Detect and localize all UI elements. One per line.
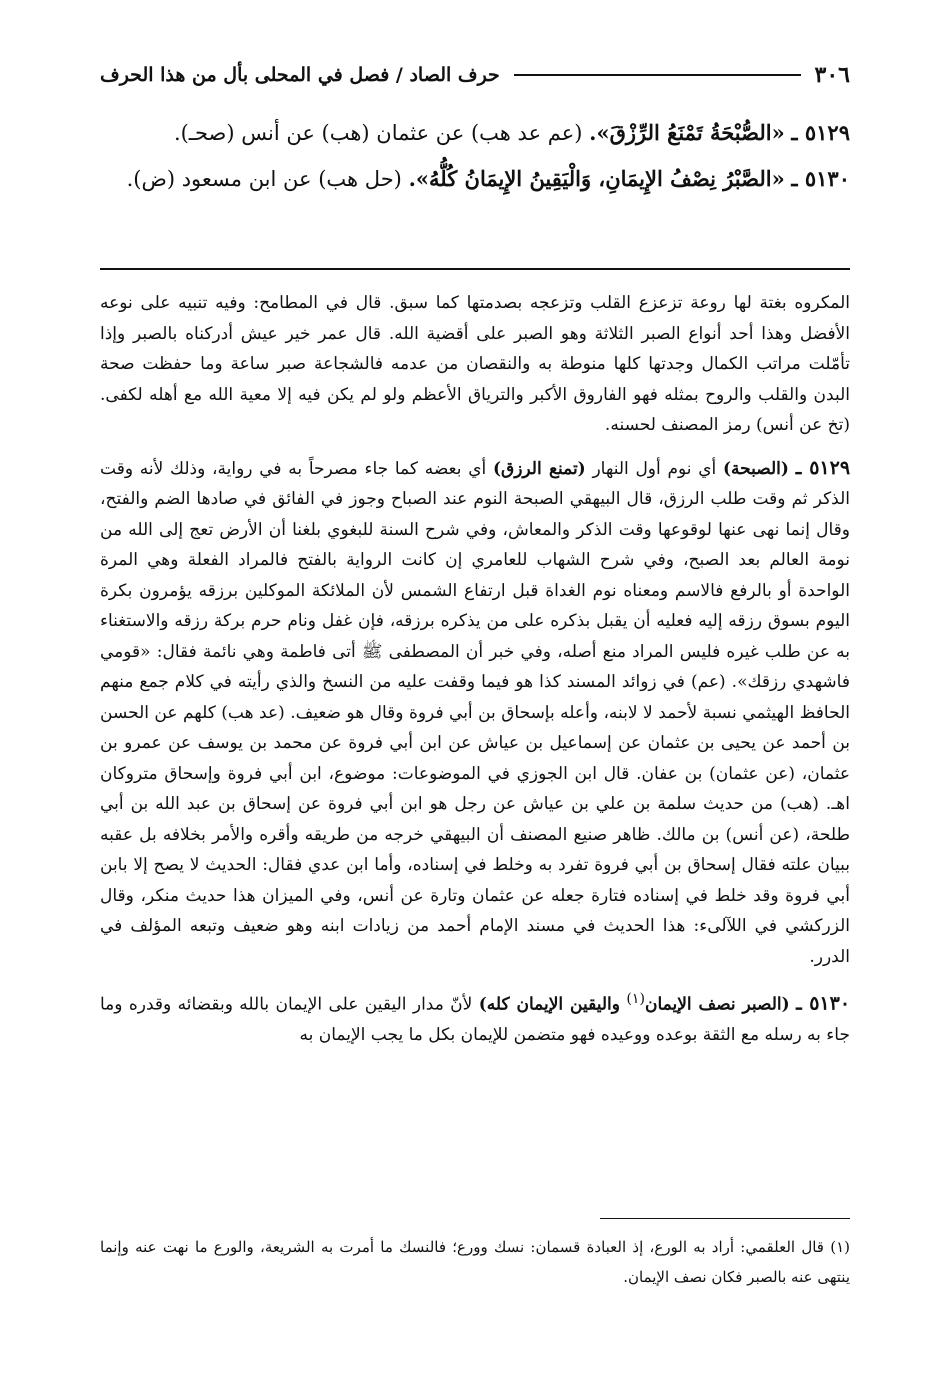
lemma: واليقين الإيمان كله) bbox=[478, 994, 620, 1015]
lemma: (الصبر نصف الإيمان bbox=[645, 994, 790, 1015]
hadith-text: «الصُّبْحَةُ تَمْنَعُ الرِّزْقَ». bbox=[589, 120, 785, 145]
hadith-sources: (حل هب) عن ابن مسعود (ض). bbox=[126, 167, 402, 191]
entry-number: ٥١٣٠ ـ bbox=[791, 166, 850, 191]
commentary-text: أي نوم أول النهار bbox=[592, 458, 717, 479]
footnote-marker[interactable]: (١) bbox=[626, 991, 645, 1007]
entry-number: ٥١٢٩ ـ bbox=[795, 456, 851, 479]
lemma: (تمنع الرزق) bbox=[492, 458, 586, 479]
page-number: ٣٠٦ bbox=[814, 62, 850, 88]
page-header bbox=[100, 55, 850, 95]
header-rule bbox=[514, 74, 801, 76]
hadith-text: «الصَّبْرُ نِصْفُ الإِيمَانِ، وَالْيَقِينُ الإِيمَانُ كُلُّهُ». bbox=[408, 166, 785, 191]
entry-number: ٥١٢٩ ـ bbox=[791, 120, 850, 145]
matn-entry-5129 bbox=[100, 110, 850, 156]
section-divider bbox=[100, 268, 850, 270]
matn-entry-5130 bbox=[100, 156, 850, 202]
commentary-continuation: المكروه بغتة لها روعة تزعزع القلب وتزعجه بصدمتها كما سبق. قال في المطامح: وفيه تنبيه على نوعه الأفضل وهذا أحد أنواع الصبر الثلاثة وهو الصبر على أقضية الله. قال عمر خير عيش أدركناه بالصبر وإذا تأمّلت مراتب الكمال وجدتها كلها منوطة به والنقصان من عدمه فالشجاعة صبر ساعة وما حفظت صحة البدن والقلب والروح بمثله فهو الفاروق الأكبر والترياق الأعظم ولو لم يكن فيه إلا معية الله مع أهله لكفى. (تخ عن أنس) رمز المصنف لحسنه. bbox=[100, 293, 850, 435]
hadith-sources: (عم عد هب) عن عثمان (هب) عن أنس (صحـ). bbox=[173, 121, 583, 145]
commentary-section bbox=[100, 288, 850, 1063]
footnote: (١) قال العلقمي: أراد به الورع، إذ العبادة قسمان: نسك وورع؛ فالنسك ما أمرت به الشريعة، والورع ما نهت عنه وإنما ينتهى عنه بالصبر فكان نصف الإيمان. bbox=[100, 1238, 850, 1286]
commentary-entry-5130 bbox=[100, 984, 850, 1051]
commentary-text: أي بعضه كما جاء مصرحاً به في رواية، وذلك لأنه وقت الذكر ثم وقت طلب الرزق، قال البيهقي الصبحة النوم عند الصباح وجوز في الفائق في صادها الضم والفتح، وقال إنما نهى عنها لوقوعها وقت الذكر والمعاش، وفي شرح السنة للبغوي بلغنا أن الأرض تعج إلى الله من نومة العالم بعد الصبح، وفي شرح الشهاب للعامري إن كانت الرواية بالفتح فالمراد الفعلة وهي المرة الواحدة أو بالرفع فالاسم ومعناه نوم الغداة قبل ارتفاع الشمس لأن الملائكة الموكلين برزقه يؤمرون بكرة اليوم بسوق رزقه إليه فعليه أن يقبل بذكره على من يذكره برزقه، فإن غفل ونام حرم بركة رزقه والاستغناء به عن طلب غيره فليس المراد منع أصله، وفي خبر أن المصطفى ﷺ أتى فاطمة وهي نائمة فقال: «قومي فاشهدي رزقك». (عم) في زوائد المسند كذا هو فيما وقفت عليه من النسخ والذي رأيته في كلام جمع منهم الحافظ الهيثمي نسبة لأحمد لا لابنه، وأعله بإسحاق بن أبي فروة وقال هو ضعيف. (عد هب) كلهم عن الحسن بن أحمد عن يحيى بن عثمان عن إسماعيل بن عياش عن ابن أبي فروة عن محمد بن يوسف عن عمرو بن عثمان، (عن عثمان) بن عفان. قال ابن الجوزي في الموضوعات: موضوع، ابن أبي فروة وإسحاق متروكان اهـ. (هب) من حديث سلمة بن علي بن عياش عن رجل هو ابن أبي فروة عن إسحاق بن عبد الله بن أبي طلحة، (عن أنس) بن مالك. ظاهر صنيع المصنف أن البيهقي خرجه من طريقه وأقره والأمر بخلافه بل عقبه ببيان علته فقال إسحاق بن أبي فروة تفرد به وخلط في إسناده، وأما ابن عدي فقال: الحديث لا يصح إلا بابن أبي فروة وقد خلط في إسناده فتارة جعله عن عثمان وتارة عن أنس، وفي الميزان هذا حديث منكر، وقال الزركشي في اللآلىء: هذا الحديث في مسند الإمام أحمد من زيادات ابنه وهو ضعيف وتبعه المؤلف في الدرر. bbox=[100, 458, 850, 967]
footnote-divider bbox=[600, 1218, 850, 1219]
lemma: (الصبحة) bbox=[723, 458, 789, 479]
entry-number: ٥١٣٠ ـ bbox=[796, 992, 851, 1015]
running-title: حرف الصاد / فصل في المحلى بأل من هذا الحرف bbox=[100, 64, 500, 86]
commentary-entry-5129 bbox=[100, 453, 850, 973]
commentary-text: لأنّ مدار اليقين على الإيمان بالله وبقضائه وقدره وما جاء به رسله مع الثقة بوعده ووعيده فهو متضمن للإيمان بكل ما يجب الإيمان به bbox=[100, 994, 850, 1046]
matn-section bbox=[100, 110, 850, 202]
